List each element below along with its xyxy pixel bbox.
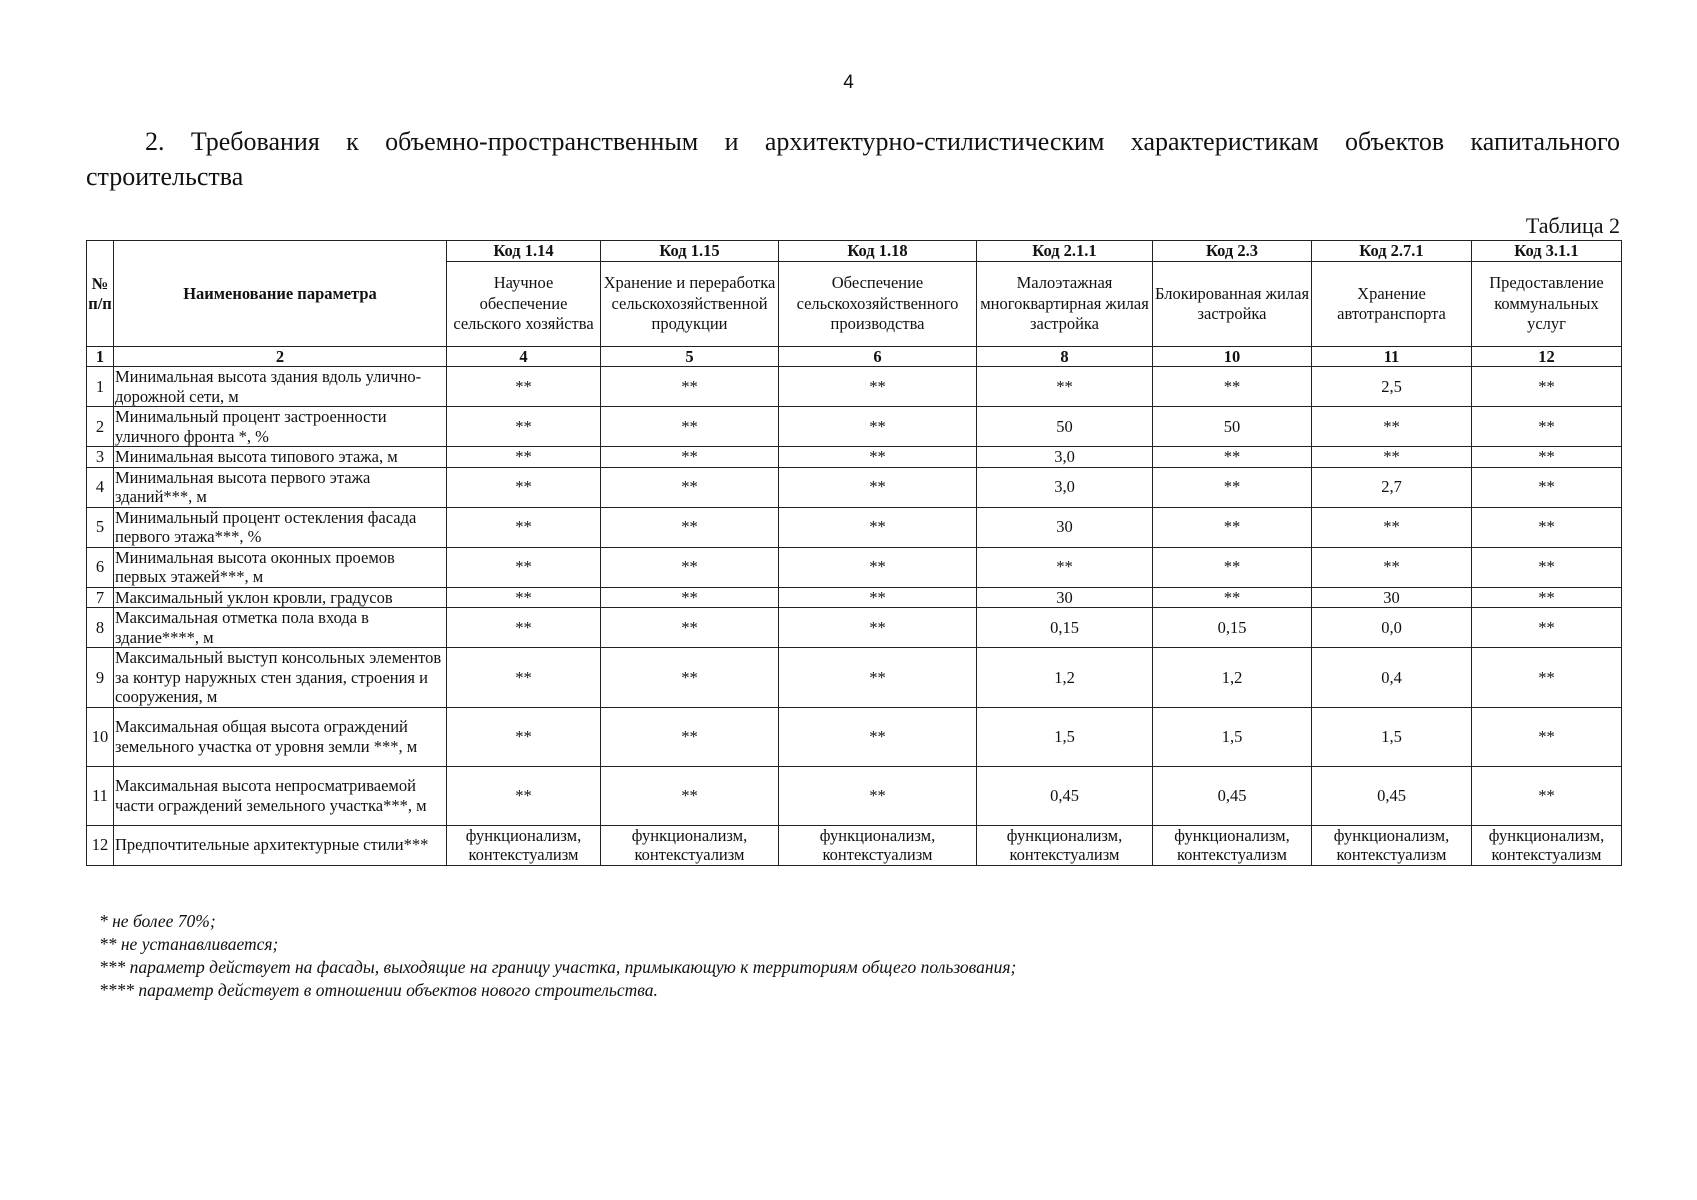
requirements-table [86,240,1622,866]
row-number: 1 [87,367,114,407]
parameter-value: функционализм, контекстуализм [1472,825,1622,865]
parameter-name: Максимальный выступ консольных элементов за контур наружных стен здания, строения и сооружения, м [114,648,447,708]
parameter-value: ** [779,467,977,507]
row-number: 12 [87,825,114,865]
parameter-name: Минимальная высота первого этажа зданий***, м [114,467,447,507]
column-number: 12 [1472,347,1622,367]
parameter-value: функционализм, контекстуализм [1153,825,1312,865]
table-row [87,367,1622,407]
parameter-value: 30 [977,507,1153,547]
parameter-value: ** [447,707,601,766]
footnote: *** параметр действует на фасады, выходящие на границу участка, примыкающую к территориям общего пользования; [99,957,1017,977]
column-number-row [87,347,1622,367]
row-number: 2 [87,407,114,447]
parameter-value: ** [1312,507,1472,547]
code-name: Блокированная жилая застройка [1153,262,1312,347]
table-row [87,766,1622,825]
parameter-value: функционализм, контекстуализм [601,825,779,865]
parameter-value: ** [447,608,601,648]
parameter-value: ** [779,766,977,825]
parameter-value: функционализм, контекстуализм [779,825,977,865]
parameter-value: ** [601,467,779,507]
parameter-value: ** [779,547,977,587]
table-row [87,467,1622,507]
parameter-value: 0,15 [977,608,1153,648]
parameter-value: ** [601,608,779,648]
parameter-value: ** [1472,507,1622,547]
footnotes [99,910,1599,1002]
code-header: Код 2.1.1 [977,241,1153,262]
parameter-value: 0,4 [1312,648,1472,708]
parameter-value: ** [779,608,977,648]
parameter-value: ** [1472,367,1622,407]
column-number: 6 [779,347,977,367]
parameter-value: ** [601,587,779,608]
table-row [87,648,1622,708]
table-row [87,507,1622,547]
parameter-value: ** [1472,648,1622,708]
parameter-value: ** [779,648,977,708]
row-number: 9 [87,648,114,708]
parameter-value: ** [977,367,1153,407]
code-header: Код 1.14 [447,241,601,262]
parameter-name: Максимальная высота непросматриваемой части ограждений земельного участка***, м [114,766,447,825]
column-number: 4 [447,347,601,367]
column-number: 8 [977,347,1153,367]
parameter-value: ** [447,407,601,447]
parameter-value: функционализм, контекстуализм [977,825,1153,865]
parameter-name: Минимальная высота здания вдоль улично-дорожной сети, м [114,367,447,407]
parameter-value: ** [779,707,977,766]
parameter-value: ** [977,547,1153,587]
parameter-value: ** [1153,447,1312,468]
parameter-name: Минимальный процент застроенности уличного фронта *, % [114,407,447,447]
parameter-value: ** [447,467,601,507]
code-header: Код 2.7.1 [1312,241,1472,262]
parameter-value: 3,0 [977,447,1153,468]
parameter-value: ** [601,367,779,407]
parameter-value: ** [1472,766,1622,825]
parameter-value: ** [1472,467,1622,507]
column-number: 2 [114,347,447,367]
column-number: 1 [87,347,114,367]
parameter-value: функционализм, контекстуализм [447,825,601,865]
table-row [87,587,1622,608]
parameter-value: 0,0 [1312,608,1472,648]
parameter-name: Максимальная общая высота ограждений земельного участка от уровня земли ***, м [114,707,447,766]
parameter-value: ** [1312,407,1472,447]
row-number: 4 [87,467,114,507]
code-name: Малоэтажная многоквартирная жилая застройка [977,262,1153,347]
parameter-name: Предпочтительные архитектурные стили*** [114,825,447,865]
code-name: Хранение автотранспорта [1312,262,1472,347]
table-row [87,447,1622,468]
row-number: 6 [87,547,114,587]
row-number: 11 [87,766,114,825]
table-row [87,547,1622,587]
parameter-value: ** [1472,407,1622,447]
footnote: **** параметр действует в отношении объектов нового строительства. [99,980,658,1000]
code-header: Код 3.1.1 [1472,241,1622,262]
parameter-value: ** [1153,467,1312,507]
parameter-value: ** [779,407,977,447]
table-row [87,707,1622,766]
parameter-value: 50 [977,407,1153,447]
parameter-value: ** [1472,707,1622,766]
parameter-value: ** [1472,447,1622,468]
code-name: Научное обеспечение сельского хозяйства [447,262,601,347]
parameter-value: функционализм, контекстуализм [1312,825,1472,865]
parameter-value: ** [601,707,779,766]
parameter-value: ** [601,547,779,587]
header-param: Наименование параметра [114,241,447,347]
parameter-value: 2,5 [1312,367,1472,407]
parameter-name: Минимальный процент остекления фасада первого этажа***, % [114,507,447,547]
parameter-value: ** [447,547,601,587]
section-heading: 2. Требования к объемно-пространственным и архитектурно-стилистическим характеристикам объектов капитального строительства [86,127,1620,191]
parameter-value: 1,5 [1153,707,1312,766]
parameter-value: 0,45 [977,766,1153,825]
code-name: Хранение и переработка сельскохозяйственной продукции [601,262,779,347]
parameter-value: 1,5 [977,707,1153,766]
row-number: 10 [87,707,114,766]
parameter-value: ** [1472,587,1622,608]
parameter-value: ** [447,507,601,547]
footnote: * не более 70%; [99,911,216,931]
parameter-value: ** [447,367,601,407]
page-number: 4 [843,72,854,93]
table-body [87,367,1622,866]
footnote: ** не устанавливается; [99,934,279,954]
parameter-name: Минимальная высота типового этажа, м [114,447,447,468]
parameter-value: ** [1153,507,1312,547]
parameter-value: 0,45 [1312,766,1472,825]
code-header: Код 1.18 [779,241,977,262]
parameter-value: 2,7 [1312,467,1472,507]
parameter-value: 0,15 [1153,608,1312,648]
parameter-name: Максимальный уклон кровли, градусов [114,587,447,608]
parameter-value: ** [601,447,779,468]
parameter-value: 50 [1153,407,1312,447]
column-number: 11 [1312,347,1472,367]
parameter-value: ** [1153,547,1312,587]
parameter-value: ** [447,447,601,468]
parameter-value: ** [447,766,601,825]
parameter-value: ** [601,507,779,547]
row-number: 3 [87,447,114,468]
parameter-value: 3,0 [977,467,1153,507]
parameter-value: 1,2 [977,648,1153,708]
parameter-name: Максимальная отметка пола входа в здание****, м [114,608,447,648]
parameter-value: 1,2 [1153,648,1312,708]
parameter-value: 30 [977,587,1153,608]
column-number: 5 [601,347,779,367]
requirements-table-container [86,240,1621,866]
parameter-value: ** [601,407,779,447]
parameter-value: ** [1472,608,1622,648]
row-number: 5 [87,507,114,547]
row-number: 8 [87,608,114,648]
row-number: 7 [87,587,114,608]
parameter-value: ** [601,648,779,708]
parameter-name: Минимальная высота оконных проемов первых этажей***, м [114,547,447,587]
parameter-value: ** [779,447,977,468]
parameter-value: ** [1472,547,1622,587]
code-header-row [87,241,1622,262]
column-number: 10 [1153,347,1312,367]
table-row [87,825,1622,865]
code-header: Код 1.15 [601,241,779,262]
parameter-value: ** [779,587,977,608]
parameter-value: ** [779,507,977,547]
table-caption: Таблица 2 [1525,213,1620,238]
parameter-value: ** [447,648,601,708]
parameter-value: ** [447,587,601,608]
parameter-value: 1,5 [1312,707,1472,766]
header-num: № п/п [87,241,114,347]
code-name: Обеспечение сельскохозяйственного производства [779,262,977,347]
code-name: Предоставление коммунальных услуг [1472,262,1622,347]
parameter-value: 30 [1312,587,1472,608]
parameter-value: ** [779,367,977,407]
parameter-value: 0,45 [1153,766,1312,825]
table-row [87,608,1622,648]
parameter-value: ** [1153,587,1312,608]
parameter-value: ** [601,766,779,825]
parameter-value: ** [1312,547,1472,587]
parameter-value: ** [1153,367,1312,407]
table-row [87,407,1622,447]
code-header: Код 2.3 [1153,241,1312,262]
parameter-value: ** [1312,447,1472,468]
